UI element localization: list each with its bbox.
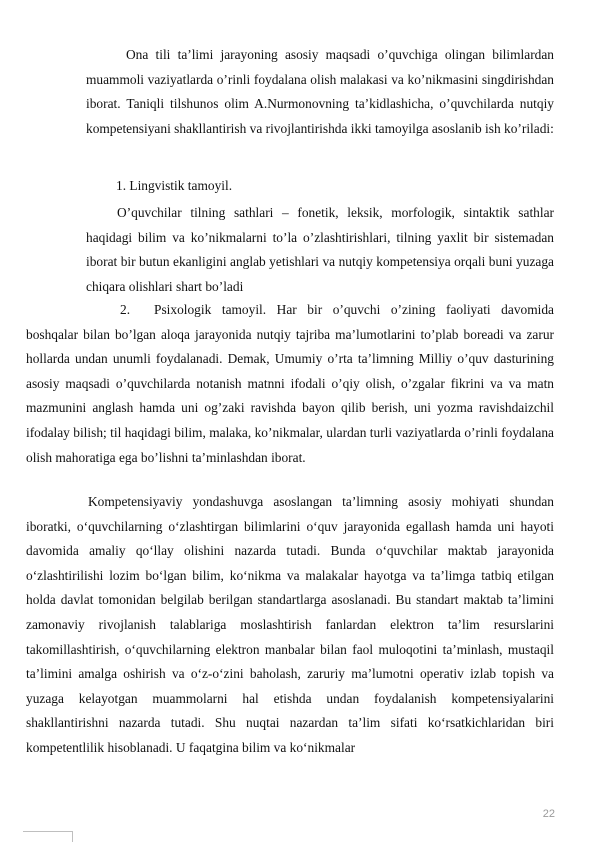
paragraph-linguistic-explanation: O’quvchilar tilning sathlari – fonetik, leksik, morfologik, sintaktik sathlar haqidagi bilim va ko’nikmalarni to’la o’zlashtirishlari, tilning yaxlit bir sistemadan iborat bir butun ekanligini anglab yetishlari va nutqiy kompetensiya orqali buni yuzaga chiqara olishlari shart bo’ladi xyxy=(86,205,554,294)
footer-divider xyxy=(23,831,73,832)
list-item-text: Psixologik tamoyil. Har bir o’quvchi o’zining faoliyati davomida boshqalar bilan bo’lgan aloqa jarayonida nutqiy tajriba ma’lumotlarini to’plab boreadi va zarur hollarda undan unumli foydalanadi. Demak, Umumiy o’rta ta’limning Milliy o’quv dasturining asosiy maqsadi o’quvchilarda notanish matnni ifodali o’qiy olish, o’zgalar fikrini va va matn mazmunini anglash hamda uni og’zaki ravishda bayon qilib berish, uni yozma ravishdaizchil ifodalay bilish; til haqidagi bilim, malaka, ko’nikmalar, ulardan turli vaziyatlarda o’rinli foydalana olish mahoratiga ega bo’lishni ta’minlashdan iborat. xyxy=(26,302,554,465)
list-number: 2. xyxy=(120,302,131,317)
list-item-psychological-principle xyxy=(26,298,554,470)
paragraph-intro: Ona tili ta’limi jarayoning asosiy maqsadi o’quvchiga olingan bilimlardan muammoli vaziyatlarda o’rinli foydalana olish malakasi va ko’nikmasini singdirishdan iborat. Taniqli tilshunos olim A.Nurmonovning ta’kidlashicha, o’quvchilarda nutqiy kompetensiyani shakllantirish va rivojlantirishda ikki tamoyilga asoslanib ish ko’riladi: xyxy=(86,47,554,136)
footer-divider-tick xyxy=(72,831,73,842)
paragraph-competency-approach: Kompetensiyaviy yondashuvga asoslangan ta’limning asosiy mohiyati shundan iboratki, o‘quvchilarning o‘zlashtirgan bilimlarini o‘quv jarayonida egallash hamda uni hayoti davomida amaliy qo‘llay olishini nazarda tutadi. Bunda o‘quvchilar maktab jarayonida o‘zlashtirilishi lozim bo‘lgan bilim, ko‘nikma va malakalar hayotga va ta’limga tatbiq etilgan holda davlat tomonidan belgilab berilgan standartlarga asoslanadi. Bu standart maktab ta’limini zamonaviy rivojlanish talablariga moslashtirish fanlardan elektron ta’lim resurslarini takomillashtirish, o‘quvchilarning elektron manbalar bilan faol muloqotini ta’minlash, mustaqil ta’limini amalga oshirish va o‘z-o‘zini baholash, zaruriy ma’lumotni operativ izlab topish va yuzaga kelayotgan muammolarni hal etishda undan foydalanish kompetensiyalarini shakllantirishni nazarda tutadi. Shu nuqtai nazardan ta’lim sifati ko‘rsatkichlaridan biri kompetentlilik hisoblanadi. U faqatgina bilim va ko‘nikmalar xyxy=(26,494,554,755)
page-number: 22 xyxy=(542,808,555,820)
list-item-linguistic-principle: 1. Lingvistik tamoyil. xyxy=(116,178,233,193)
